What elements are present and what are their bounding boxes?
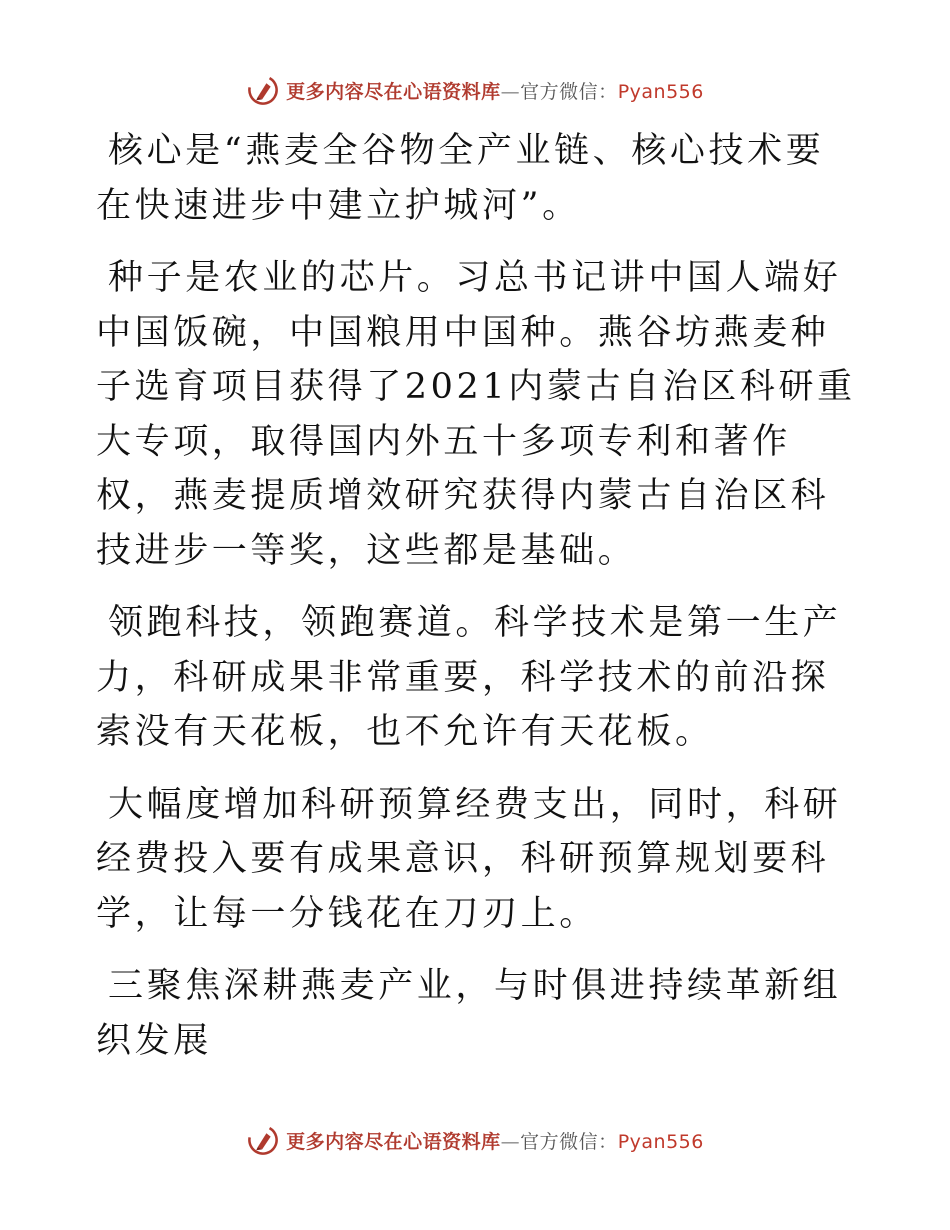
header-wechat-id: Pyan556: [617, 80, 704, 103]
paragraph-3: 领跑科技，领跑赛道。科学技术是第一生产力，科研成果非常重要，科学技术的前沿探索没有天花板，也不允许有天花板。: [96, 603, 842, 752]
header-watermark-banner: [0, 70, 950, 110]
document-body: [96, 124, 856, 1086]
footer-wechat-id: Pyan556: [617, 1130, 704, 1153]
footer-banner-text: [286, 1127, 704, 1154]
header-wechat-label: 官方微信：: [520, 80, 618, 103]
header-banner-text: [286, 77, 704, 104]
paragraph-5: 三聚焦深耕燕麦产业，与时俱进持续革新组织发展: [96, 966, 842, 1061]
footer-banner-inner: [246, 1123, 704, 1157]
header-site-text: 更多内容尽在心语资料库: [286, 80, 501, 103]
pen-nib-logo-icon: [246, 1123, 280, 1157]
paragraph-2: 种子是农业的芯片。习总书记讲中国人端好中国饭碗，中国粮用中国种。燕谷坊燕麦种子选育项目获得了2021内蒙古自治区科研重大专项，取得国内外五十多项专利和著作权，燕麦提质增效研究获得内蒙古自治区科技进步一等奖，这些都是基础。: [96, 258, 856, 571]
pen-nib-logo-icon: [246, 73, 280, 107]
paragraph-4: 大幅度增加科研预算经费支出，同时，科研经费投入要有成果意识，科研预算规划要科学，让每一分钱花在刀刃上。: [96, 784, 842, 934]
paragraph-1: 核心是“燕麦全谷物全产业链、核心技术要在快速进步中建立护城河”。: [96, 131, 825, 226]
header-dash: —: [500, 80, 521, 103]
footer-watermark-banner: [0, 1120, 950, 1160]
footer-wechat-label: 官方微信：: [520, 1130, 618, 1153]
footer-dash: —: [500, 1130, 521, 1153]
header-banner-inner: [246, 73, 704, 107]
footer-site-text: 更多内容尽在心语资料库: [286, 1130, 501, 1153]
